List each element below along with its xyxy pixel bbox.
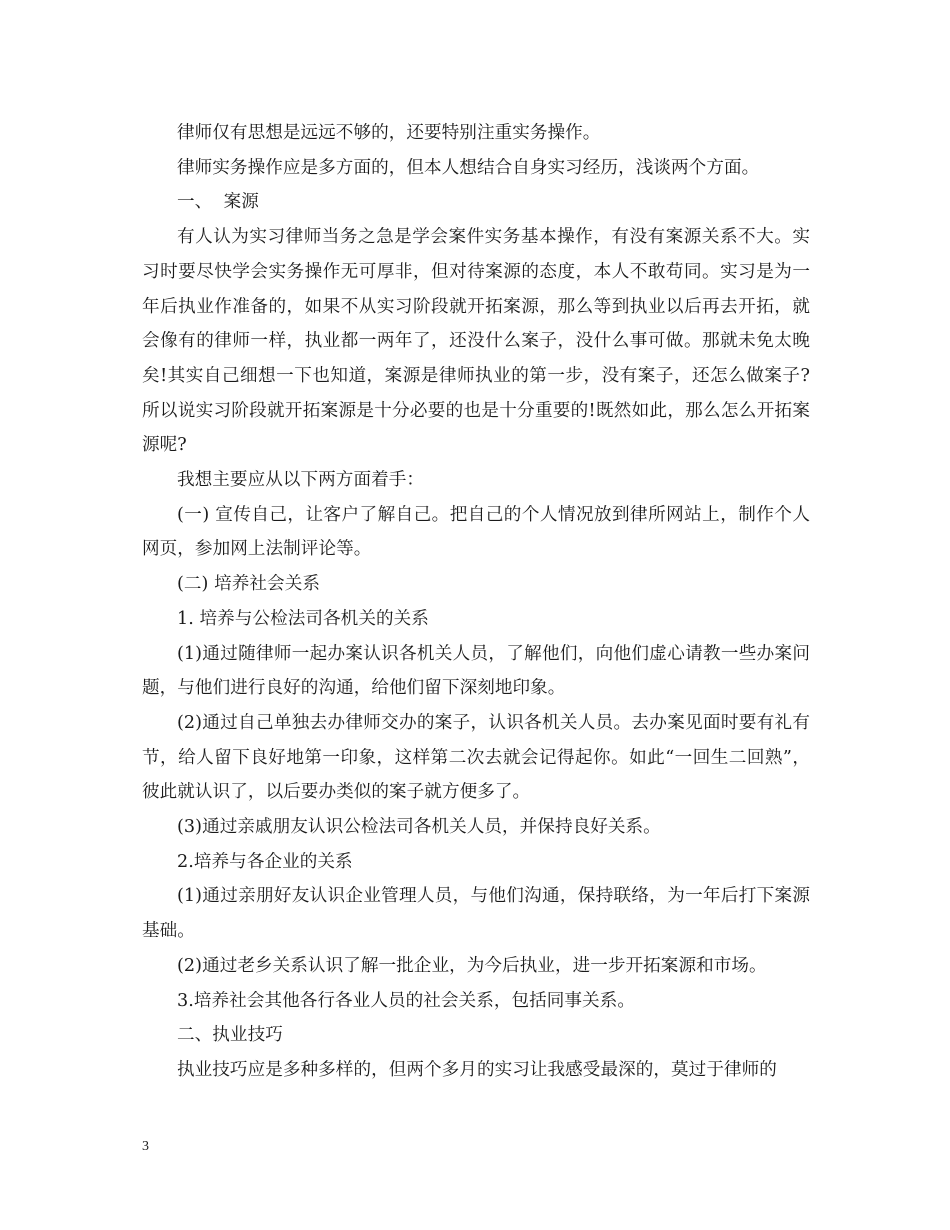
paragraph: 我想主要应从以下两方面着手： — [177, 470, 425, 491]
section-heading: 一、 案源 — [177, 192, 259, 213]
paragraph: 律师实务操作应是多方面的，但本人想结合自身实习经历，浅谈两个方面。 — [177, 157, 760, 178]
list-item: 3.培养社会其他各行各业人员的社会关系，包括同事关系。 — [177, 990, 635, 1011]
page-number: 3 — [142, 1139, 149, 1154]
document-body — [142, 116, 810, 1088]
paragraph: 有人认为实习律师当务之急是学会案件实务基本操作，有没有案源关系不大。实习时要尽快学会实务操作无可厚非，但对待案源的态度，本人不敢苟同。实习是为一年后执业作准备的，如果不从实习阶段就开拓案源，那么等到执业以后再去开拓，就会像有的律师一样，执业都一两年了，还没什么案子，没什么事可做。那就未免太晚矣!其实自己细想一下也知道，案源是律师执业的第一步，没有案子，还怎么做案子?所以说实习阶段就开拓案源是十分必要的也是十分重要的!既然如此，那么怎么开拓案源呢? — [142, 227, 810, 456]
paragraph: 律师仅有思想是远远不够的，还要特别注重实务操作。 — [177, 123, 601, 143]
list-item: 2.培养与各企业的关系 — [177, 851, 353, 872]
list-item: (3)通过亲戚朋友认识公检法司各机关人员，并保持良好关系。 — [177, 817, 661, 838]
paragraph: 执业技巧应是多种多样的，但两个多月的实习让我感受最深的，莫过于律师的 — [177, 1059, 777, 1080]
subsection-heading: (二) 培养社会关系 — [177, 574, 320, 595]
paragraph: (一) 宣传自己，让客户了解自己。把自己的个人情况放到律所网站上，制作个人网页，参加网上法制评论等。 — [142, 504, 810, 560]
list-item: (1)通过亲朋好友认识企业管理人员，与他们沟通，保持联络，为一年后打下案源基础。 — [142, 886, 810, 942]
list-item: 1. 培养与公检法司各机关的关系 — [177, 608, 429, 629]
section-heading: 二、执业技巧 — [177, 1025, 283, 1046]
list-item: (2)通过自己单独去办律师交办的案子，认识各机关人员。去办案见面时要有礼有节，给人留下良好地第一印象，这样第二次去就会记得起你。如此“一回生二回熟”，彼此就认识了，以后要办类似的案子就方便多了。 — [142, 712, 810, 803]
list-item: (1)通过随律师一起办案认识各机关人员，了解他们，向他们虚心请教一些办案问题，与他们进行良好的沟通，给他们留下深刻地印象。 — [142, 643, 810, 699]
list-item: (2)通过老乡关系认识了解一批企业，为今后执业，进一步开拓案源和市场。 — [177, 955, 767, 976]
